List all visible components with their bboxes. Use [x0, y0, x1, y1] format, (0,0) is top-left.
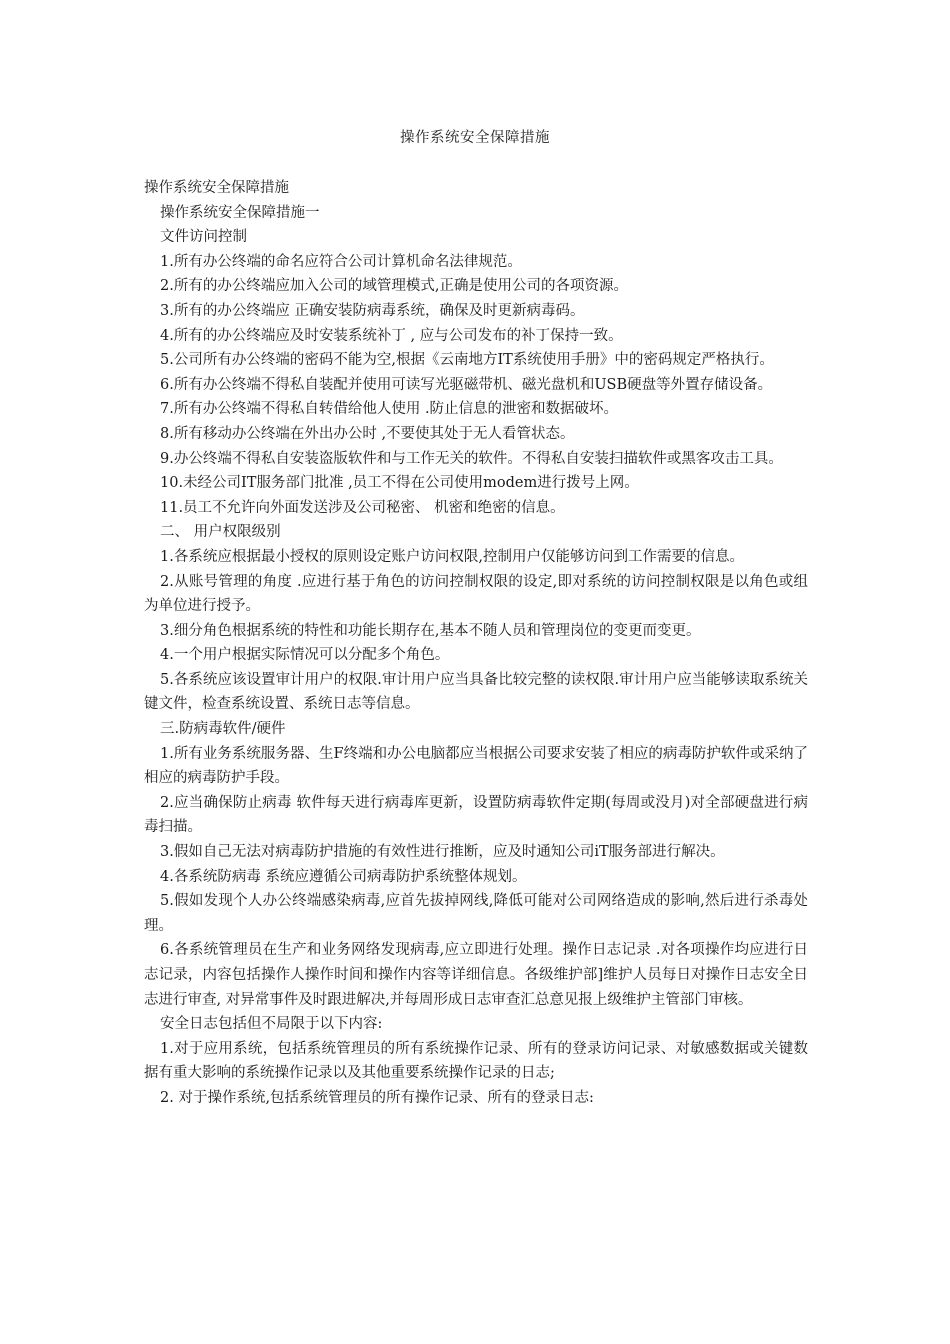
body-paragraph: 2.应当确保防止病毒 软件每天进行病毒库更新，设置防病毒软件定期(每周或没月)对全部硬盘进行病毒扫描。	[144, 794, 808, 836]
body-paragraph: 3.假如自己无法对病毒防护措施的有效性进行推断，应及时通知公司iT服务部进行解决。	[160, 844, 725, 861]
body-paragraph: 7.所有办公终端不得私自转借给他人使用 .防止信息的泄密和数据破坏。	[160, 401, 619, 418]
body-paragraph: 1.各系统应根据最小授权的原则设定账户访问权限,控制用户仅能够访问到工作需要的信息。	[160, 548, 744, 565]
body-paragraph: 4.一个用户根据实际情况可以分配多个角色。	[160, 647, 450, 664]
body-paragraph: 1.对于应用系统，包括系统管理员的所有系统操作记录、所有的登录访问记录、对敏感数据或关键数据有重大影响的系统操作记录以及其他重要系统操作记录的日志;	[144, 1040, 808, 1082]
body-paragraph: 8.所有移动办公终端在外出办公时 ,不要使其处于无人看管状态。	[160, 425, 575, 442]
body-paragraph: 2. 对于操作系统,包括系统管理员的所有操作记录、所有的登录日志:	[160, 1089, 594, 1106]
body-paragraph: 2.从账号管理的角度 .应进行基于角色的访问控制权限的设定,即对系统的访问控制权限是以角色或组为单位进行授予。	[144, 573, 808, 615]
body-paragraph: 4.所有的办公终端应及时安装系统补丁 , 应与公司发布的补丁保持一致。	[160, 327, 623, 344]
body-paragraph: 安全日志包括但不局限于以下内容:	[160, 1016, 383, 1033]
body-paragraph: 1.所有办公终端的命名应符合公司计算机命名法律规范。	[160, 253, 522, 270]
body-paragraph: 二、 用户权限级别	[160, 524, 281, 541]
body-paragraph: 3.细分角色根据系统的特性和功能长期存在,基本不随人员和管理岗位的变更而变更。	[160, 622, 701, 639]
section-heading: 操作系统安全保障措施	[144, 180, 289, 196]
body-paragraph: 2.所有的办公终端应加入公司的域管理模式,正确是使用公司的各项资源。	[160, 278, 628, 295]
body-paragraph: 6.各系统管理员在生产和业务网络发现病毒,应立即进行处理。操作日志记录 .对各项操作均应进行日志记录，内容包括操作人操作时间和操作内容等详细信息。各级维护部]维护人员每日对操作日志安全日志进行审查, 对异常事件及时跟进解决,并每周形成日志审查汇总意见报上级维护主管部门审核。	[144, 942, 808, 1008]
body-paragraph: 1.所有业务系统服务器、生F终端和办公电脑都应当根据公司要求安装了相应的病毒防护软件或采纳了相应的病毒防护手段。	[144, 745, 808, 787]
body-paragraph: 文件访问控制	[160, 229, 247, 246]
document-body	[144, 176, 808, 1111]
body-paragraph: 5.假如发现个人办公终端感染病毒,应首先拔掉网线,降低可能对公司网络造成的影响,然后进行杀毒处理。	[144, 893, 808, 934]
document-title: 操作系统安全保障措施	[400, 130, 550, 146]
body-paragraph: 9.办公终端不得私自安装盗版软件和与工作无关的软件。不得私自安装扫描软件或黑客攻击工具。	[160, 450, 783, 467]
body-paragraph: 3.所有的办公终端应 正确安装防病毒系统，确保及时更新病毒码。	[160, 302, 585, 319]
body-paragraph: 三.防病毒软件/硬件	[160, 721, 286, 738]
body-paragraph: 4.各系统防病毒 系统应遵循公司病毒防护系统整体规划。	[160, 868, 527, 885]
body-paragraph: 10.未经公司IT服务部门批准 ,员工不得在公司使用modem进行拨号上网。	[160, 475, 639, 492]
body-paragraph: 操作系统安全保障措施一	[160, 204, 320, 221]
body-paragraph: 11.员工不允许向外面发送涉及公司秘密、 机密和绝密的信息。	[160, 499, 565, 516]
body-paragraph: 5.公司所有办公终端的密码不能为空,根据《云南地方IT系统使用手册》中的密码规定严格执行。	[160, 352, 774, 369]
body-paragraph: 5.各系统应该设置审计用户的权限.审计用户应当具备比较完整的读权限.审计用户应当能够读取系统关键文件，检查系统设置、系统日志等信息。	[144, 671, 808, 713]
body-paragraph: 6.所有办公终端不得私自装配并使用可读写光驱磁带机、磁光盘机和USB硬盘等外置存储设备。	[160, 376, 773, 393]
